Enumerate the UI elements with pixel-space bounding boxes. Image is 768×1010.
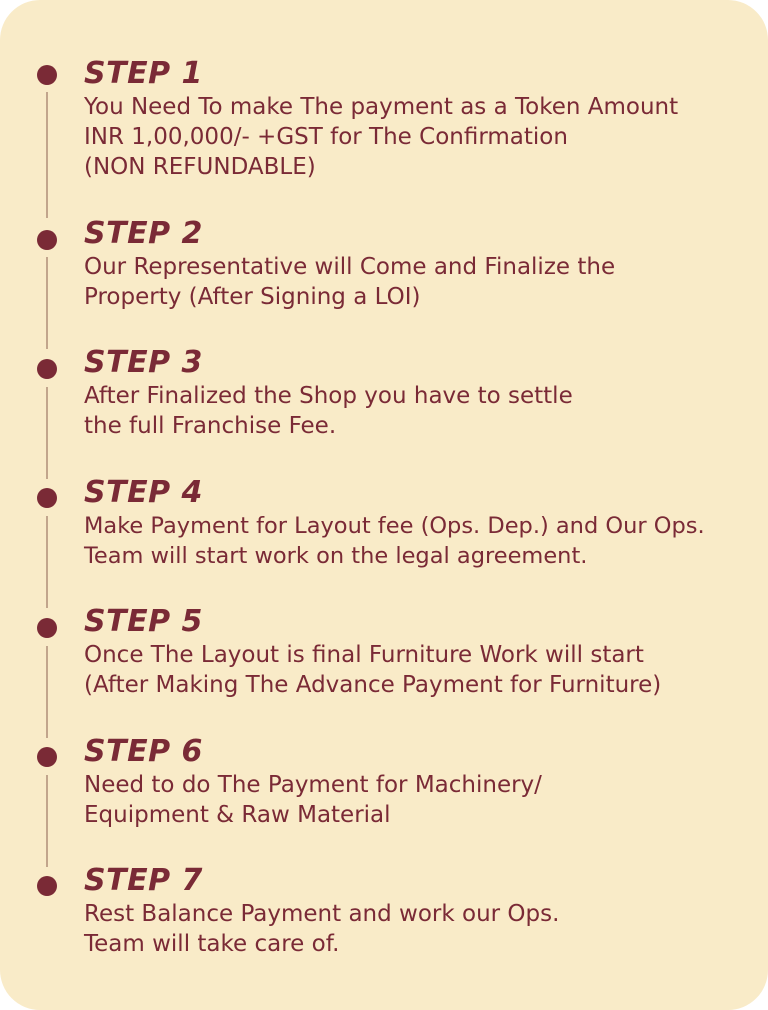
- step-3: [84, 345, 764, 441]
- step-text-line: (After Making The Advance Payment for Furniture): [84, 672, 662, 698]
- step-title: STEP 2: [84, 216, 203, 251]
- step-4: [84, 475, 764, 571]
- timeline-connector: [46, 257, 48, 349]
- step-text-line: Need to do The Payment for Machinery/: [84, 772, 542, 798]
- step-text-line: INR 1,00,000/- +GST for The Confirmation: [84, 124, 568, 150]
- timeline-connector: [46, 516, 48, 608]
- step-description: [84, 640, 764, 700]
- timeline-connector: [46, 92, 48, 218]
- step-text-line: Team will take care of.: [84, 931, 340, 957]
- step-6-dot: [37, 747, 57, 767]
- step-text-line: Once The Layout is final Furniture Work will start: [84, 642, 644, 668]
- step-description: [84, 92, 764, 182]
- step-title: STEP 7: [84, 863, 203, 898]
- step-5: [84, 604, 764, 700]
- step-description: [84, 381, 764, 441]
- step-4-dot: [37, 488, 57, 508]
- step-description: [84, 252, 764, 312]
- step-title: STEP 1: [84, 56, 203, 91]
- step-2-dot: [37, 230, 57, 250]
- step-text-line: Equipment & Raw Material: [84, 802, 391, 828]
- timeline-connector: [46, 646, 48, 738]
- step-text-line: the full Franchise Fee.: [84, 413, 337, 439]
- step-text-line: Make Payment for Layout fee (Ops. Dep.) and Our Ops.: [84, 513, 705, 539]
- timeline-connector: [46, 387, 48, 479]
- step-1-dot: [37, 65, 57, 85]
- step-description: [84, 899, 764, 959]
- step-6: [84, 734, 764, 830]
- step-title: STEP 3: [84, 345, 203, 380]
- step-7-dot: [37, 876, 57, 896]
- step-3-dot: [37, 359, 57, 379]
- step-title: STEP 4: [84, 475, 203, 510]
- step-text-line: Property (After Signing a LOI): [84, 284, 421, 310]
- step-text-line: After Finalized the Shop you have to settle: [84, 383, 573, 409]
- step-2: [84, 216, 764, 312]
- step-description: [84, 770, 764, 830]
- step-7: [84, 863, 764, 959]
- step-text-line: (NON REFUNDABLE): [84, 154, 316, 180]
- timeline-connector: [46, 775, 48, 867]
- step-text-line: You Need To make The payment as a Token Amount: [84, 94, 679, 120]
- step-description: [84, 511, 764, 571]
- step-text-line: Team will start work on the legal agreement.: [84, 543, 588, 569]
- step-text-line: Our Representative will Come and Finalize the: [84, 254, 616, 280]
- step-title: STEP 5: [84, 604, 203, 639]
- step-text-line: Rest Balance Payment and work our Ops.: [84, 901, 560, 927]
- step-title: STEP 6: [84, 734, 203, 769]
- step-5-dot: [37, 618, 57, 638]
- step-1: [84, 56, 764, 182]
